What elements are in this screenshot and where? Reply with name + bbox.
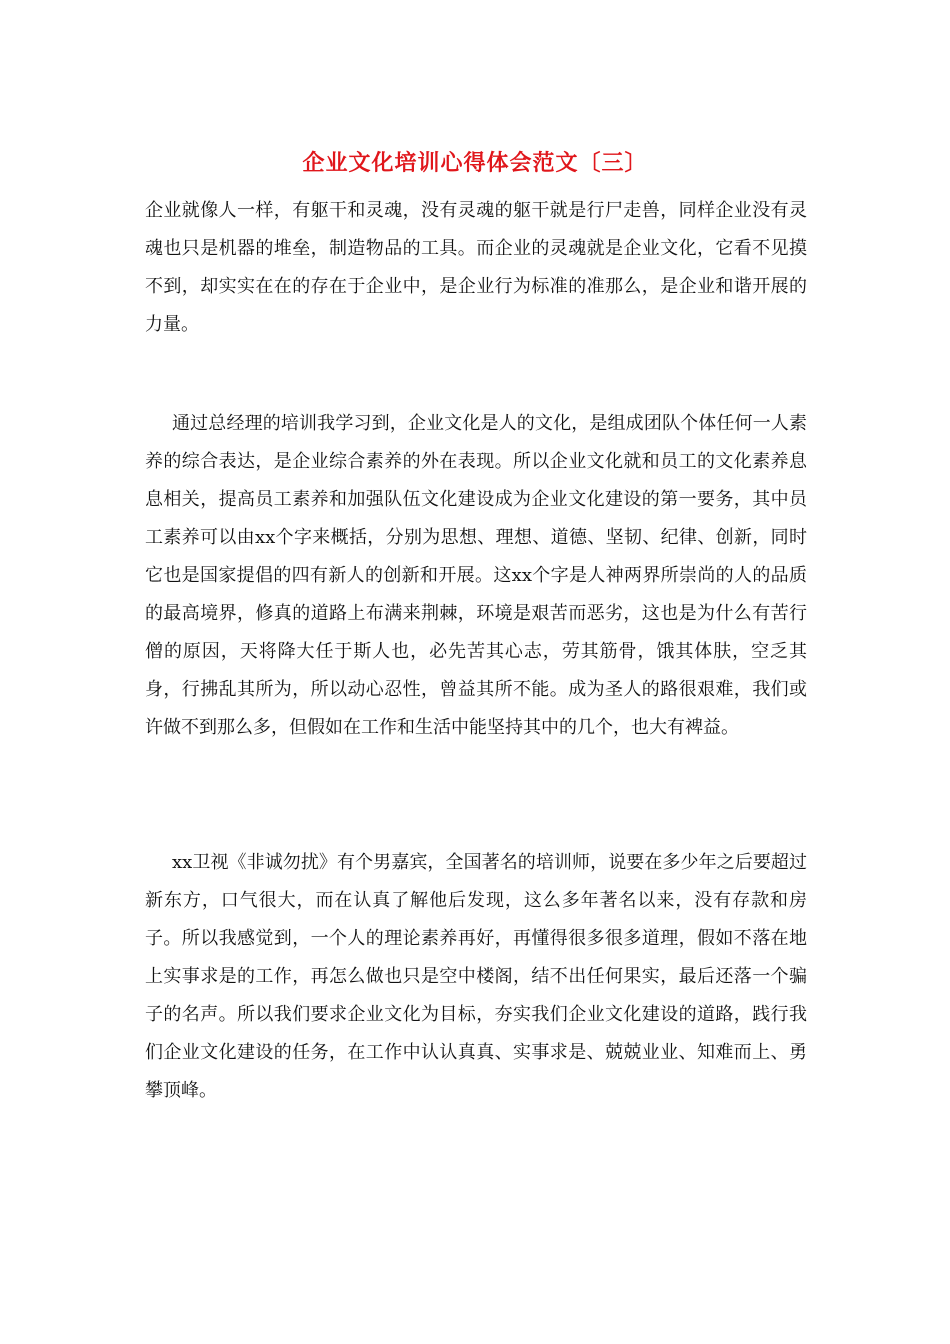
paragraph-3: xx卫视《非诚勿扰》有个男嘉宾，全国著名的培训师，说要在多少年之后要超过新东方，口气很大，而在认真了解他后发现，这么多年著名以来，没有存款和房子。所以我感觉到，一个人的理论素养再好，再懂得很多很多道理，假如不落在地上实事求是的工作，再怎么做也只是空中楼阁，结不出任何果实，最后还落一个骗子的名声。所以我们要求企业文化为目标，夯实我们企业文化建设的道路，践行我们企业文化建设的任务，在工作中认认真真、实事求是、兢兢业业、知难而上、勇攀顶峰。 xyxy=(145,852,807,1101)
paragraph-1: 企业就像人一样，有躯干和灵魂，没有灵魂的躯干就是行尸走兽，同样企业没有灵魂也只是机器的堆垒，制造物品的工具。而企业的灵魂就是企业文化，它看不见摸不到，却实实在在的存在于企业中，是企业行为标准的准那么，是企业和谐开展的力量。 xyxy=(145,200,807,335)
document-title: 企业文化培训心得体会范文〔三〕 xyxy=(302,150,648,176)
paragraph-2: 通过总经理的培训我学习到，企业文化是人的文化，是组成团队个体任何一人素养的综合表达，是企业综合素养的外在表现。所以企业文化就和员工的文化素养息息相关，提高员工素养和加强队伍文化建设成为企业文化建设的第一要务，其中员工素养可以由xx个字来概括，分别为思想、理想、道德、坚韧、纪律、创新，同时它也是国家提倡的四有新人的创新和开展。这xx个字是人神两界所崇尚的人的品质的最高境界，修真的道路上布满来荆棘，环境是艰苦而恶劣，这也是为什么有苦行僧的原因，天将降大任于斯人也，必先苦其心志，劳其筋骨，饿其体肤，空乏其身，行拂乱其所为，所以动心忍性，曾益其所不能。成为圣人的路很艰难，我们或许做不到那么多，但假如在工作和生活中能坚持其中的几个，也大有裨益。 xyxy=(145,413,807,738)
